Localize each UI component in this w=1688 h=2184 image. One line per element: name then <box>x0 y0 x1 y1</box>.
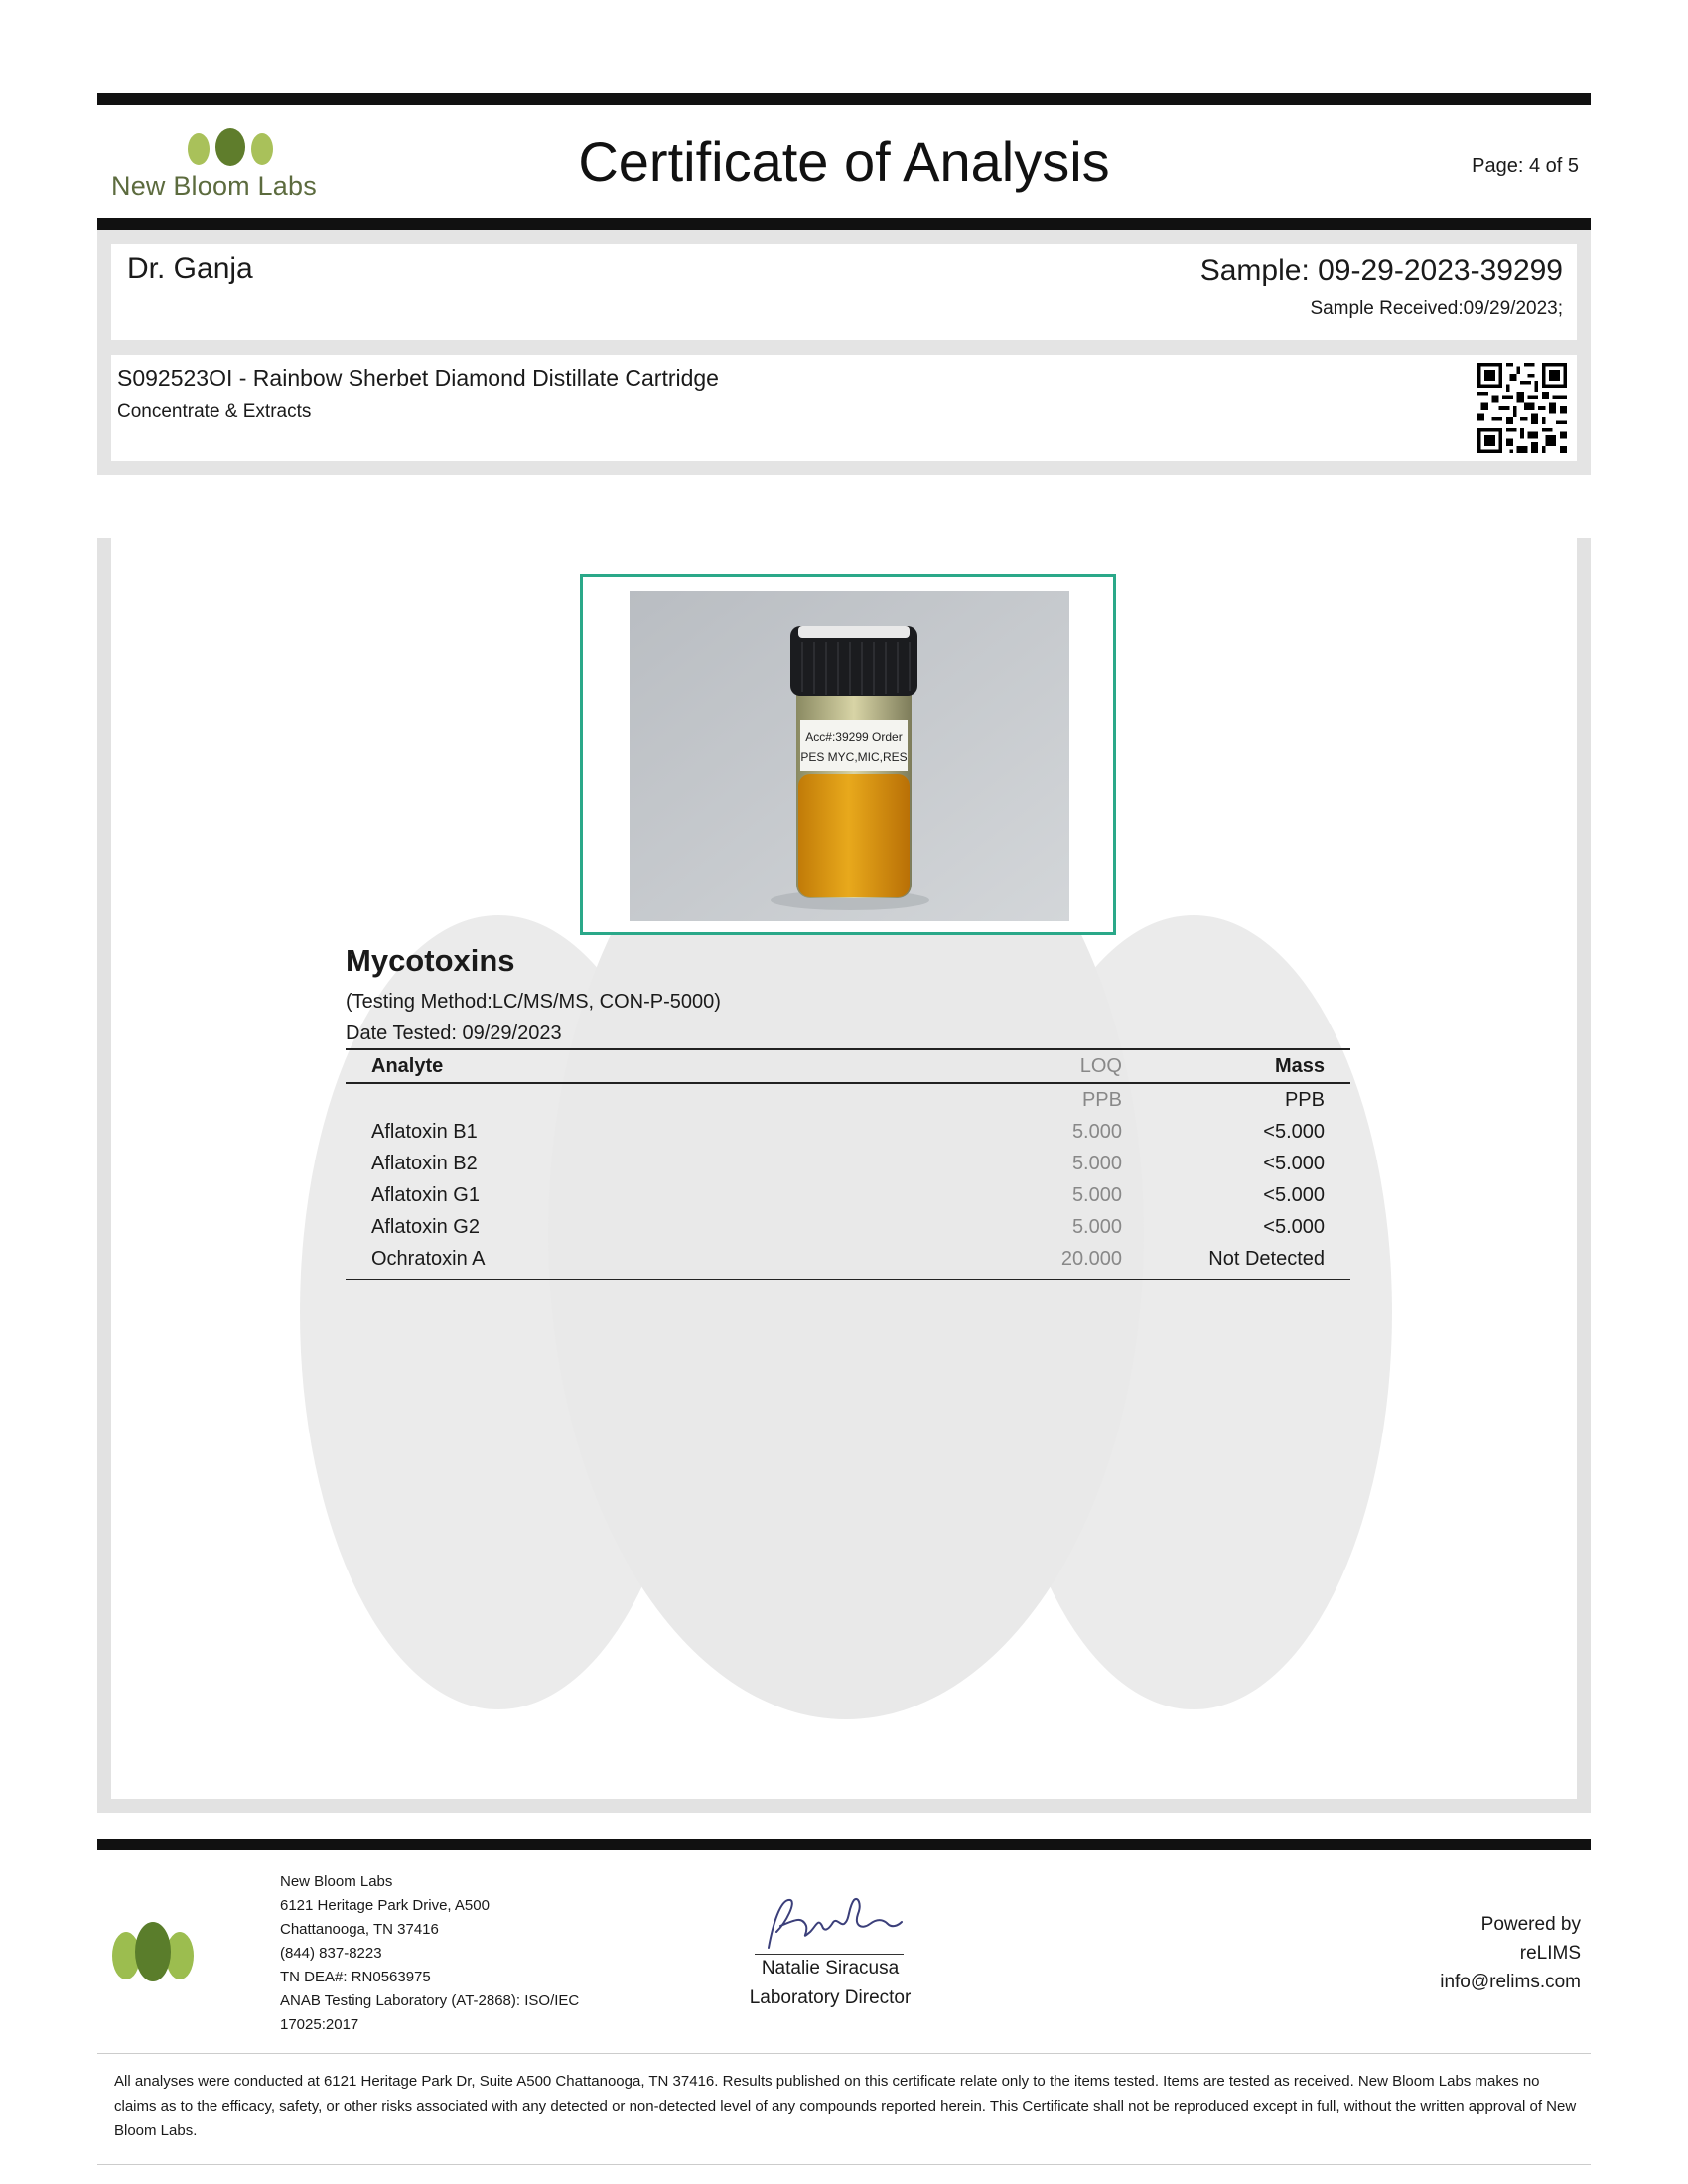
brand-logo <box>111 127 317 202</box>
bloom-logo-icon <box>181 127 280 171</box>
header-top-bar <box>97 93 1591 105</box>
table-row <box>346 1116 1350 1148</box>
address-line: (844) 837-8223 <box>280 1945 382 1962</box>
sample-photo <box>630 591 1069 921</box>
table-row <box>346 1148 1350 1179</box>
address-line: Chattanooga, TN 37416 <box>280 1921 439 1938</box>
mycotoxins-table <box>346 1048 1350 1280</box>
unit-loq: PPB <box>1081 1088 1122 1111</box>
section-title: Mycotoxins <box>346 943 515 978</box>
analyte-loq: 5.000 <box>1071 1120 1122 1143</box>
analyte-name: Aflatoxin B2 <box>371 1152 478 1174</box>
analyte-name: Aflatoxin G1 <box>371 1183 480 1206</box>
address-line: 6121 Heritage Park Drive, A500 <box>280 1897 490 1914</box>
analyte-loq: 20.000 <box>1060 1247 1122 1270</box>
powered-by-vendor: reLIMS <box>1519 1943 1581 1964</box>
product-name: S092523OI - Rainbow Sherbet Diamond Distillate Cartridge <box>117 365 719 391</box>
testing-method: (Testing Method:LC/MS/MS, CON-P-5000) <box>346 991 721 1013</box>
analyte-name: Aflatoxin G2 <box>371 1215 480 1238</box>
lab-address <box>280 1870 579 2037</box>
bloom-footer-logo-icon <box>111 1918 195 1985</box>
qr-code-icon[interactable] <box>1477 363 1567 453</box>
powered-by-email[interactable]: info@relims.com <box>1440 1972 1581 1992</box>
header-bottom-bar <box>97 218 1591 230</box>
footer-top-bar <box>97 1839 1591 1850</box>
sample-id: Sample: 09-29-2023-39299 <box>1199 254 1563 287</box>
product-category: Concentrate & Extracts <box>117 401 312 422</box>
bottom-divider <box>97 2164 1591 2165</box>
vial-label-line2: PES MYC,MIC,RES <box>800 751 908 764</box>
page-number: Page: 4 of 5 <box>1472 155 1579 177</box>
signature-line <box>755 1954 904 1955</box>
analyte-mass: <5.000 <box>1263 1215 1325 1238</box>
brand-name: New Bloom Labs <box>111 171 317 201</box>
analyte-name: Ochratoxin A <box>371 1247 486 1270</box>
analyte-mass: <5.000 <box>1263 1120 1325 1143</box>
signer-role: Laboratory Director <box>749 1987 912 2008</box>
vial-label-line1: Acc#:39299 Order <box>805 730 903 744</box>
unit-mass: PPB <box>1284 1088 1325 1111</box>
analyte-mass: <5.000 <box>1263 1152 1325 1174</box>
column-header-analyte: Analyte <box>371 1054 444 1077</box>
analyte-loq: 5.000 <box>1071 1215 1122 1238</box>
address-line: TN DEA#: RN0563975 <box>280 1969 431 1985</box>
table-row <box>346 1243 1350 1275</box>
units-row <box>346 1084 1350 1116</box>
column-header-loq: LOQ <box>1079 1054 1122 1077</box>
page-title: Certificate of Analysis <box>578 130 1110 193</box>
date-tested: Date Tested: 09/29/2023 <box>346 1023 562 1044</box>
table-row <box>346 1211 1350 1243</box>
table-header <box>346 1050 1350 1082</box>
sample-photo-frame <box>580 574 1116 935</box>
disclaimer-divider <box>97 2053 1591 2054</box>
table-bottom-rule <box>346 1279 1350 1280</box>
disclaimer-text: All analyses were conducted at 6121 Heritage Park Dr, Suite A500 Chattanooga, TN 37416. Results published on this certificate relate only to the items tested. Items are tested as received. New Bloom Labs makes no claims as to the efficacy, safety, or other risks associated with any detected or non-detected level of any compounds reported herein. This Certificate shall not be reproduced except in full, without the written approval of New Bloom Labs. <box>114 2073 1577 2139</box>
sample-received: Sample Received:09/29/2023; <box>1310 298 1563 319</box>
address-line: New Bloom Labs <box>280 1873 393 1890</box>
powered-by <box>1370 1910 1581 1996</box>
address-line: 17025:2017 <box>280 2016 359 2033</box>
signer-name: Natalie Siracusa <box>761 1958 900 1979</box>
powered-by-label: Powered by <box>1480 1914 1581 1935</box>
table-row <box>346 1179 1350 1211</box>
analyte-loq: 5.000 <box>1071 1152 1122 1174</box>
client-name: Dr. Ganja <box>127 252 253 285</box>
signature-image <box>751 1886 910 1956</box>
column-header-mass: Mass <box>1274 1054 1325 1077</box>
analyte-name: Aflatoxin B1 <box>371 1120 478 1143</box>
analyte-mass: Not Detected <box>1208 1247 1325 1270</box>
analyte-loq: 5.000 <box>1071 1183 1122 1206</box>
address-line: ANAB Testing Laboratory (AT-2868): ISO/IEC <box>280 1992 580 2009</box>
analyte-mass: <5.000 <box>1263 1183 1325 1206</box>
